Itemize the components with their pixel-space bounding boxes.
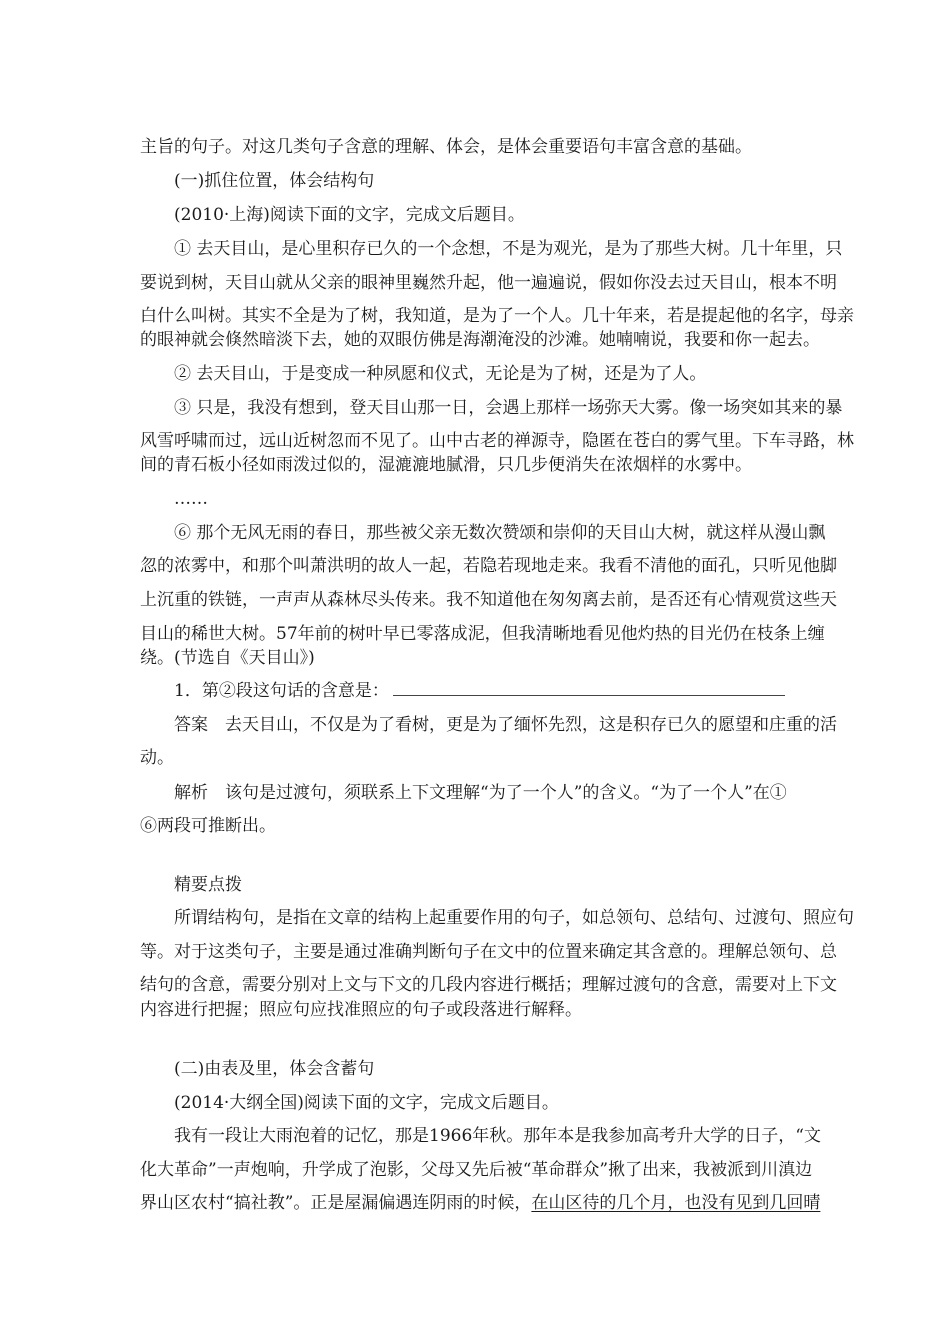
underlined-segment: 在山区待的几个月，也没有见到几回晴: [531, 1193, 821, 1213]
text-line: 动。: [140, 748, 174, 768]
text-line: 的眼神就会倏然暗淡下去，她的双眼仿佛是海潮淹没的沙滩。她喃喃说，我要和你一起去。: [140, 330, 820, 350]
text-line: 白什么叫树。其实不全是为了树，我知道，是为了一个人。几十年来，若是提起他的名字，母亲: [140, 306, 854, 326]
text-line: ① 去天目山，是心里积存已久的一个念想，不是为观光，是为了那些大树。几十年里，只: [174, 239, 843, 259]
source-line-2: (2014·大纲全国)阅读下面的文字，完成文后题目。: [174, 1093, 559, 1113]
text-line: 所谓结构句，是指在文章的结构上起重要作用的句子，如总领句、总结句、过渡句、照应句: [174, 908, 854, 928]
section-heading-2: (二)由表及里，体会含蓄句: [174, 1059, 375, 1079]
text-line: 结句的含意，需要分别对上文与下文的几段内容进行概括；理解过渡句的含意，需要对上下文: [140, 975, 837, 995]
text-line: 目山的稀世大树。57年前的树叶早已零落成泥，但我清晰地看见他灼热的目光仍在枝条上缠: [140, 624, 825, 644]
text-line: ⑥ 那个无风无雨的春日，那些被父亲无数次赞颂和崇仰的天目山大树，就这样从漫山飘: [174, 523, 826, 543]
text-line: [140, 1193, 821, 1213]
text-line: 风雪呼啸而过，远山近树忽而不见了。山中古老的禅源寺，隐匿在苍白的雾气里。下车寻路，林: [140, 431, 854, 451]
tips-heading: 精要点拨: [174, 875, 242, 895]
source-line-1: (2010·上海)阅读下面的文字，完成文后题目。: [174, 205, 525, 225]
ellipsis: ……: [174, 489, 208, 509]
text-line: 我有一段让大雨泡着的记忆，那是1966年秋。那年本是我参加高考升大学的日子，“文: [174, 1126, 821, 1146]
text-line: ③ 只是，我没有想到，登天目山那一日，会遇上那样一场弥天大雾。像一场突如其来的暴: [174, 398, 843, 418]
text-line: 绕。(节选自《天目山》): [140, 648, 315, 668]
answer-line: 答案 去天目山，不仅是为了看树，更是为了缅怀先烈，这是积存已久的愿望和庄重的活: [174, 715, 837, 735]
text-line: ② 去天目山，于是变成一种夙愿和仪式，无论是为了树，还是为了人。: [174, 364, 707, 384]
question-text: 1．第②段这句话的含意是：: [174, 681, 389, 701]
question-line: [174, 681, 812, 701]
text-line: 间的青石板小径如雨泼过似的，湿漉漉地腻滑，只几步便消失在浓烟样的水雾中。: [140, 455, 752, 475]
text-line: ⑥两段可推断出。: [140, 816, 276, 836]
text-segment: 界山区农村“搞社教”。正是屋漏偏遇连阴雨的时候，: [140, 1193, 532, 1213]
text-line: 化大革命”一声炮响，升学成了泡影，父母又先后被“革命群众”揪了出来，我被派到川滇边: [140, 1160, 813, 1180]
analysis-line: 解析 该句是过渡句，须联系上下文理解“为了一个人”的含义。“为了一个人”在①: [174, 783, 787, 803]
section-heading-1: (一)抓住位置，体会结构句: [174, 171, 375, 191]
text-line: 等。对于这类句子，主要是通过准确判断句子在文中的位置来确定其含意的。理解总领句、总: [140, 942, 837, 962]
text-line: 内容进行把握；照应句应找准照应的句子或段落进行解释。: [140, 1000, 582, 1020]
text-line: 上沉重的铁链，一声声从森林尽头传来。我不知道他在匆匆离去前，是否还有心情观赏这些天: [140, 590, 837, 610]
text-line: 要说到树，天目山就从父亲的眼神里巍然升起，他一遍遍说，假如你没去过天目山，根本不明: [140, 273, 837, 293]
text-line: 忽的浓雾中，和那个叫萧洪明的故人一起，若隐若现地走来。我看不清他的面孔，只听见他脚: [140, 556, 837, 576]
text-line: 主旨的句子。对这几类句子含意的理解、体会，是体会重要语句丰富含意的基础。: [140, 137, 752, 157]
answer-blank: [393, 681, 785, 696]
